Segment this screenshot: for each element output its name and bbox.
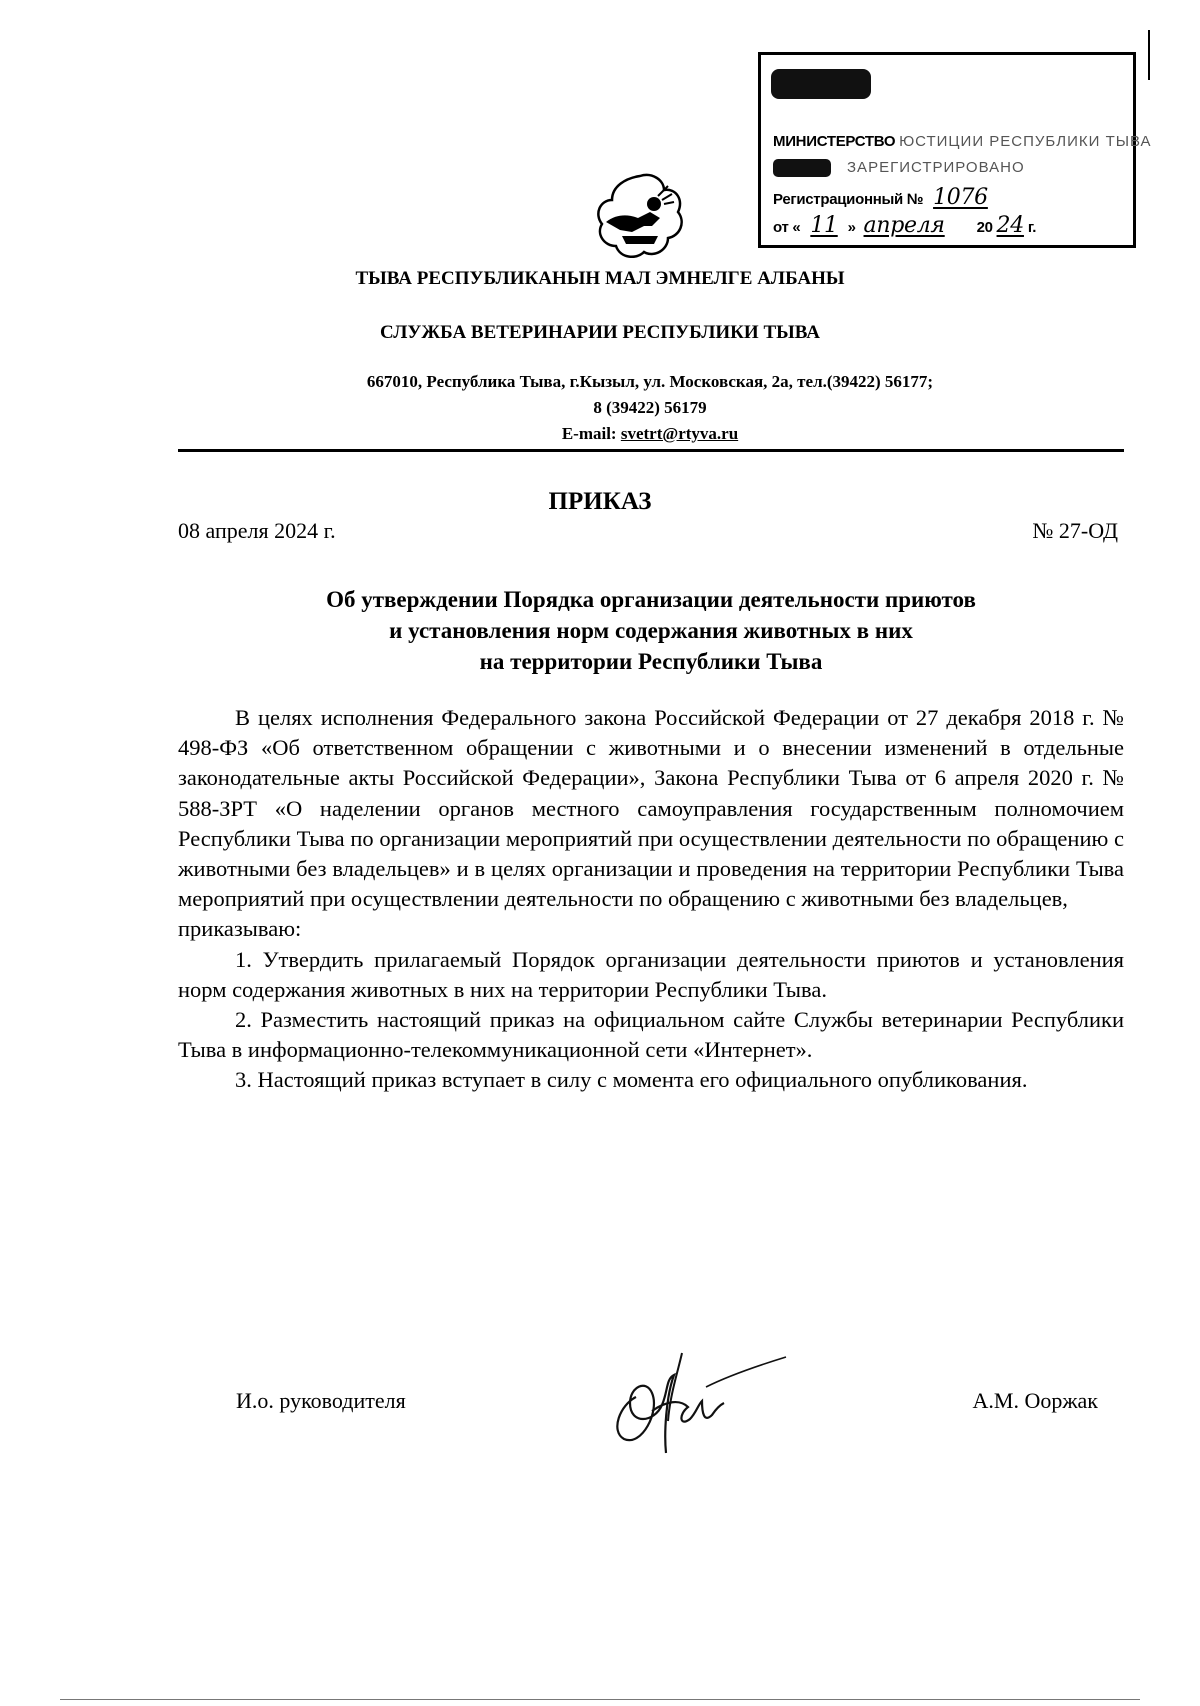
signer-position: И.о. руководителя: [236, 1388, 406, 1413]
scan-edge-bottom: [60, 1699, 1140, 1700]
order-item-3: 3. Настоящий приказ вступает в силу с момента его официального опубликования.: [235, 1067, 1028, 1093]
stamp-reg-label: Регистрационный №: [773, 191, 924, 208]
address-line-2: 8 (39422) 56179: [593, 398, 707, 417]
stamp-month: апреля: [863, 213, 945, 238]
order-date: 08 апреля 2024 г.: [178, 518, 336, 543]
email-link[interactable]: svetrt@rtyva.ru: [620, 424, 739, 443]
email-label: E-mail:: [561, 424, 621, 443]
coat-of-arms-emblem: [592, 170, 688, 264]
order-subject: [178, 584, 1124, 677]
order-number: № 27-ОД: [1032, 518, 1118, 543]
order-item-2: 2. Разместить настоящий приказ на официальном сайте Службы ветеринарии Республики Тыва в информационно-телекоммуникационной сети «Интернет».: [178, 1007, 1124, 1063]
stamp-reg-number: 1076: [933, 185, 988, 210]
signer-name: А.М. Ооржак: [972, 1388, 1098, 1413]
org-name-russian: СЛУЖБА ВЕТЕРИНАРИИ РЕСПУБЛИКИ ТЫВА: [380, 322, 820, 343]
stamp-ministry: МИНИСТЕРСТВО: [773, 133, 896, 150]
stamp-year-prefix: 20: [976, 219, 993, 236]
redaction-mark-2: [773, 159, 831, 177]
email-line: [180, 424, 1120, 444]
org-name-tuvan: ТЫВА РЕСПУБЛИКАНЫН МАЛ ЭМНЕЛГЕ АЛБАНЫ: [355, 268, 845, 289]
stamp-mid: »: [847, 219, 856, 236]
order-body: [178, 703, 1124, 1096]
order-title: ПРИКАЗ: [548, 488, 652, 515]
handwritten-signature: [590, 1335, 790, 1475]
stamp-from-label: от «: [773, 219, 801, 236]
preamble-paragraph: В целях исполнения Федерального закона Российской Федерации от 27 декабря 2018 г. № 498-ФЗ «Об ответственном обращении с животными и о внесении изменений в отдельные законодательные акты Российской Федерации», Закона Республики Тыва от 6 апреля 2020 г. № 588-ЗРТ «О наделении органов местного самоуправления государственным полномочием Республики Тыва по организации мероприятий при осуществлении деятельности по обращению с животными без владельцев» и в целях организации и проведения на территории Республики Тыва мероприятий при осуществлении деятельности по обращению с животными без владельцев,: [178, 705, 1124, 912]
scan-edge-right: [1148, 30, 1150, 80]
stamp-day: 11: [810, 213, 838, 238]
subject-line-1: Об утверждении Порядка организации деятельности приютов: [326, 587, 976, 612]
stamp-status: ЗАРЕГИСТРИРОВАНО: [847, 159, 1025, 176]
stamp-year-end: г.: [1027, 219, 1037, 236]
order-word: приказываю:: [178, 916, 302, 942]
order-item-1: 1. Утвердить прилагаемый Порядок организации деятельности приютов и установления норм содержания животных в них на территории Республики Тыва.: [178, 946, 1124, 1002]
subject-line-2: и установления норм содержания животных в них: [389, 618, 913, 643]
stamp-year-suffix: 24: [996, 213, 1024, 238]
address-line-1: 667010, Республика Тыва, г.Кызыл, ул. Московская, 2а, тел.(39422) 56177;: [366, 372, 934, 391]
registration-stamp: [758, 52, 1152, 248]
header-divider: [178, 449, 1124, 452]
redaction-mark: [771, 69, 871, 99]
subject-line-3: на территории Республики Тыва: [479, 649, 823, 674]
stamp-ministry-faint: ЮСТИЦИИ РЕСПУБЛИКИ ТЫВА: [899, 133, 1152, 150]
